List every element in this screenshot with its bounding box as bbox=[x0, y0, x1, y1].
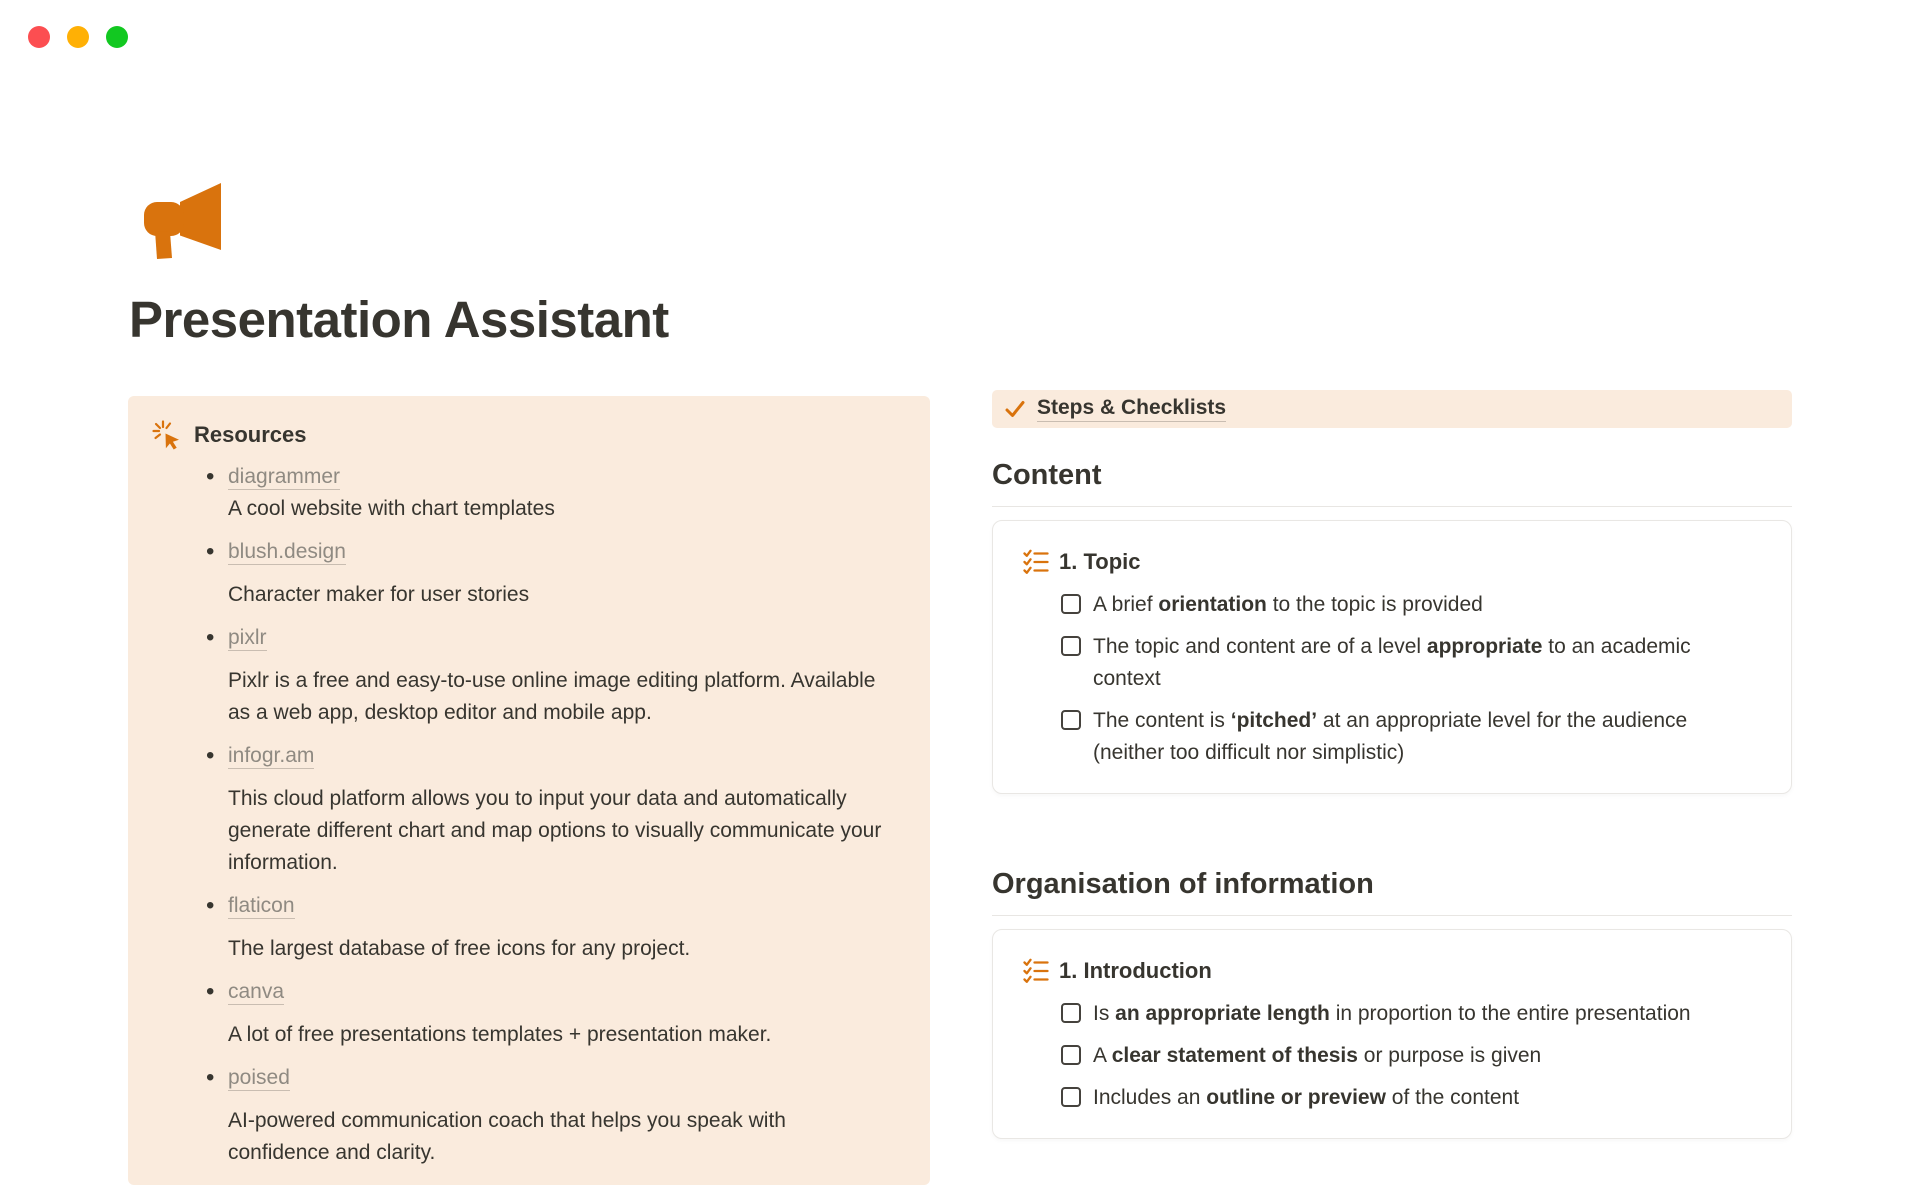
checklist-section bbox=[992, 458, 1792, 794]
todo-text: Includes an outline or preview of the content bbox=[1093, 1086, 1520, 1109]
megaphone-icon[interactable] bbox=[144, 183, 222, 259]
todo-text: A brief orientation to the topic is provided bbox=[1093, 593, 1483, 616]
resource-description: Pixlr is a free and easy-to-use online image editing platform. Available as a web app, desktop editor and mobile app. bbox=[228, 669, 876, 724]
resource-description: The largest database of free icons for any project. bbox=[228, 937, 691, 960]
resource-link[interactable]: poised bbox=[228, 1066, 290, 1089]
resources-list bbox=[152, 461, 908, 1169]
todo-text: The content is ‘pitched’ at an appropriate level for the audience (neither too difficult nor simplistic) bbox=[1093, 709, 1688, 764]
resource-item bbox=[152, 622, 886, 729]
todo-checkbox[interactable] bbox=[1061, 594, 1081, 614]
steps-callout[interactable] bbox=[992, 390, 1792, 428]
zoom-button[interactable] bbox=[106, 26, 128, 48]
section-divider bbox=[992, 915, 1792, 916]
checklist-sections bbox=[992, 458, 1792, 1139]
checklist-card bbox=[992, 929, 1792, 1139]
resources-title: Resources bbox=[194, 422, 307, 447]
window-controls bbox=[28, 26, 128, 48]
card-title-row bbox=[1023, 545, 1761, 579]
todo-item bbox=[1061, 589, 1761, 621]
resource-item bbox=[152, 740, 886, 879]
card-title-row bbox=[1023, 954, 1761, 988]
resource-item bbox=[152, 536, 886, 611]
resources-header bbox=[152, 420, 908, 450]
todo-text: Is an appropriate length in proportion to the entire presentation bbox=[1093, 1002, 1691, 1025]
close-button[interactable] bbox=[28, 26, 50, 48]
todo-item bbox=[1061, 998, 1761, 1030]
section-heading: Content bbox=[992, 459, 1102, 491]
todo-checkbox[interactable] bbox=[1061, 1045, 1081, 1065]
todo-checkbox[interactable] bbox=[1061, 636, 1081, 656]
todo-item bbox=[1061, 705, 1761, 769]
resource-link[interactable]: flaticon bbox=[228, 894, 295, 917]
cursor-click-icon bbox=[152, 420, 182, 450]
resource-description: AI-powered communication coach that helps you speak with confidence and clarity. bbox=[228, 1109, 786, 1164]
resource-description: A cool website with chart templates bbox=[228, 497, 555, 520]
todo-text: A clear statement of thesis or purpose is given bbox=[1093, 1044, 1542, 1067]
steps-callout-link[interactable]: Steps & Checklists bbox=[1037, 396, 1226, 422]
check-icon bbox=[1004, 398, 1026, 420]
resource-description: A lot of free presentations templates + presentation maker. bbox=[228, 1023, 772, 1046]
todo-list-icon bbox=[1023, 549, 1049, 575]
resource-link[interactable]: blush.design bbox=[228, 540, 346, 563]
todo-checkbox[interactable] bbox=[1061, 1003, 1081, 1023]
todo-checkbox[interactable] bbox=[1061, 1087, 1081, 1107]
todo-checkbox[interactable] bbox=[1061, 710, 1081, 730]
page-title: Presentation Assistant bbox=[129, 291, 669, 348]
todo-text: The topic and content are of a level appropriate to an academic context bbox=[1093, 635, 1691, 690]
steps-column bbox=[992, 390, 1792, 1139]
resource-description: Character maker for user stories bbox=[228, 583, 530, 606]
section-heading: Organisation of information bbox=[992, 868, 1374, 900]
todo-item bbox=[1061, 631, 1761, 695]
resource-item bbox=[152, 976, 886, 1051]
section-divider bbox=[992, 506, 1792, 507]
card-title: 1. Topic bbox=[1059, 549, 1141, 574]
checklist-section bbox=[992, 867, 1792, 1139]
resource-item bbox=[152, 890, 886, 965]
todo-item bbox=[1061, 1082, 1761, 1114]
card-title: 1. Introduction bbox=[1059, 958, 1212, 983]
resource-item bbox=[152, 1062, 886, 1169]
resource-link[interactable]: infogr.am bbox=[228, 744, 315, 767]
resource-link[interactable]: canva bbox=[228, 980, 285, 1003]
minimize-button[interactable] bbox=[67, 26, 89, 48]
todo-list-icon bbox=[1023, 958, 1049, 984]
resource-link[interactable]: diagrammer bbox=[228, 465, 341, 488]
resource-link[interactable]: pixlr bbox=[228, 626, 267, 649]
todo-item bbox=[1061, 1040, 1761, 1072]
resources-callout bbox=[128, 396, 930, 1185]
resource-description: This cloud platform allows you to input your data and automatically generate different chart and map options to visually communicate your information. bbox=[228, 787, 882, 874]
checklist-card bbox=[992, 520, 1792, 794]
resource-item bbox=[152, 461, 886, 525]
